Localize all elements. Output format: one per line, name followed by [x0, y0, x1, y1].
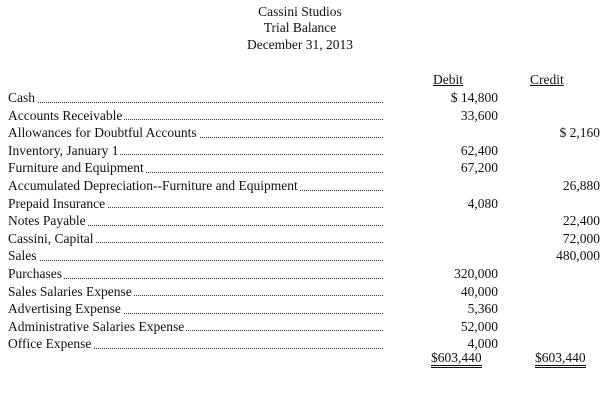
account-label: [8, 159, 383, 177]
debit-amount: 320,000: [454, 265, 498, 281]
table-row: [8, 195, 596, 213]
debit-amount: 4,000: [467, 336, 498, 352]
table-row: [8, 318, 596, 336]
debit-amount: 4,080: [467, 195, 498, 211]
table-row: [8, 335, 596, 353]
table-row: [8, 265, 596, 283]
debit-amount: $ 14,800: [450, 90, 498, 105]
account-name: Administrative Salaries Expense: [8, 318, 185, 334]
trial-balance-table: [8, 89, 600, 353]
account-label: [8, 89, 383, 107]
account-name: Sales: [8, 248, 37, 264]
account-name: Cash: [8, 90, 35, 105]
table-row: [8, 142, 596, 160]
account-name: Advertising Expense: [8, 301, 121, 317]
account-name: Allowances for Doubtful Accounts: [8, 125, 197, 141]
table-row: [8, 177, 600, 195]
debit-column-header: Debit: [433, 72, 463, 87]
table-row: [8, 283, 596, 301]
account-label: [8, 265, 383, 283]
table-row: [8, 107, 596, 125]
credit-amount: 72,000: [562, 230, 600, 246]
table-row: [8, 124, 600, 142]
dot-leader: [8, 102, 383, 103]
credit-amount: $ 2,160: [559, 125, 600, 141]
credit-amount: 480,000: [556, 248, 600, 264]
debit-amount: 52,000: [460, 318, 498, 334]
account-label: [8, 212, 383, 230]
account-label: [8, 300, 383, 318]
credit-amount: 22,400: [562, 213, 600, 229]
account-name: Accumulated Depreciation--Furniture and Equipment: [8, 177, 298, 193]
account-label: [8, 142, 383, 160]
table-row: [8, 247, 600, 265]
table-row: [8, 159, 596, 177]
account-label: [8, 124, 383, 142]
table-row: [8, 300, 596, 318]
account-name: Furniture and Equipment: [8, 160, 144, 176]
account-label: [8, 247, 383, 265]
report-date: December 31, 2013: [246, 37, 354, 52]
debit-amount: 62,400: [460, 142, 498, 158]
table-row: [8, 230, 600, 248]
debit-amount: 67,200: [460, 160, 498, 176]
account-label: [8, 283, 383, 301]
account-name: Sales Salaries Expense: [8, 283, 132, 299]
table-row: [8, 212, 600, 230]
company-name: Cassini Studios: [258, 4, 342, 19]
account-name: Office Expense: [8, 336, 92, 352]
account-label: [8, 230, 383, 248]
dot-leader: [8, 260, 383, 261]
account-name: Cassini, Capital: [8, 230, 94, 246]
account-name: Accounts Receivable: [8, 107, 123, 123]
credit-column-header: Credit: [530, 72, 564, 87]
debit-amount: 33,600: [460, 107, 498, 123]
credit-total: $603,440: [535, 350, 586, 368]
debit-total: $603,440: [431, 350, 482, 368]
dot-leader: [8, 278, 383, 279]
account-label: [8, 318, 383, 336]
account-name: Inventory, January 1: [8, 142, 119, 158]
account-label: [8, 335, 383, 353]
account-name: Notes Payable: [8, 213, 86, 229]
account-label: [8, 195, 383, 213]
table-row: [8, 89, 596, 107]
account-label: [8, 107, 383, 125]
debit-amount: 40,000: [460, 283, 498, 299]
account-name: Prepaid Insurance: [8, 195, 106, 211]
account-name: Purchases: [8, 265, 62, 281]
credit-amount: 26,880: [562, 177, 600, 193]
account-label: [8, 177, 383, 195]
debit-amount: 5,360: [467, 301, 498, 317]
report-title: Trial Balance: [263, 20, 337, 35]
